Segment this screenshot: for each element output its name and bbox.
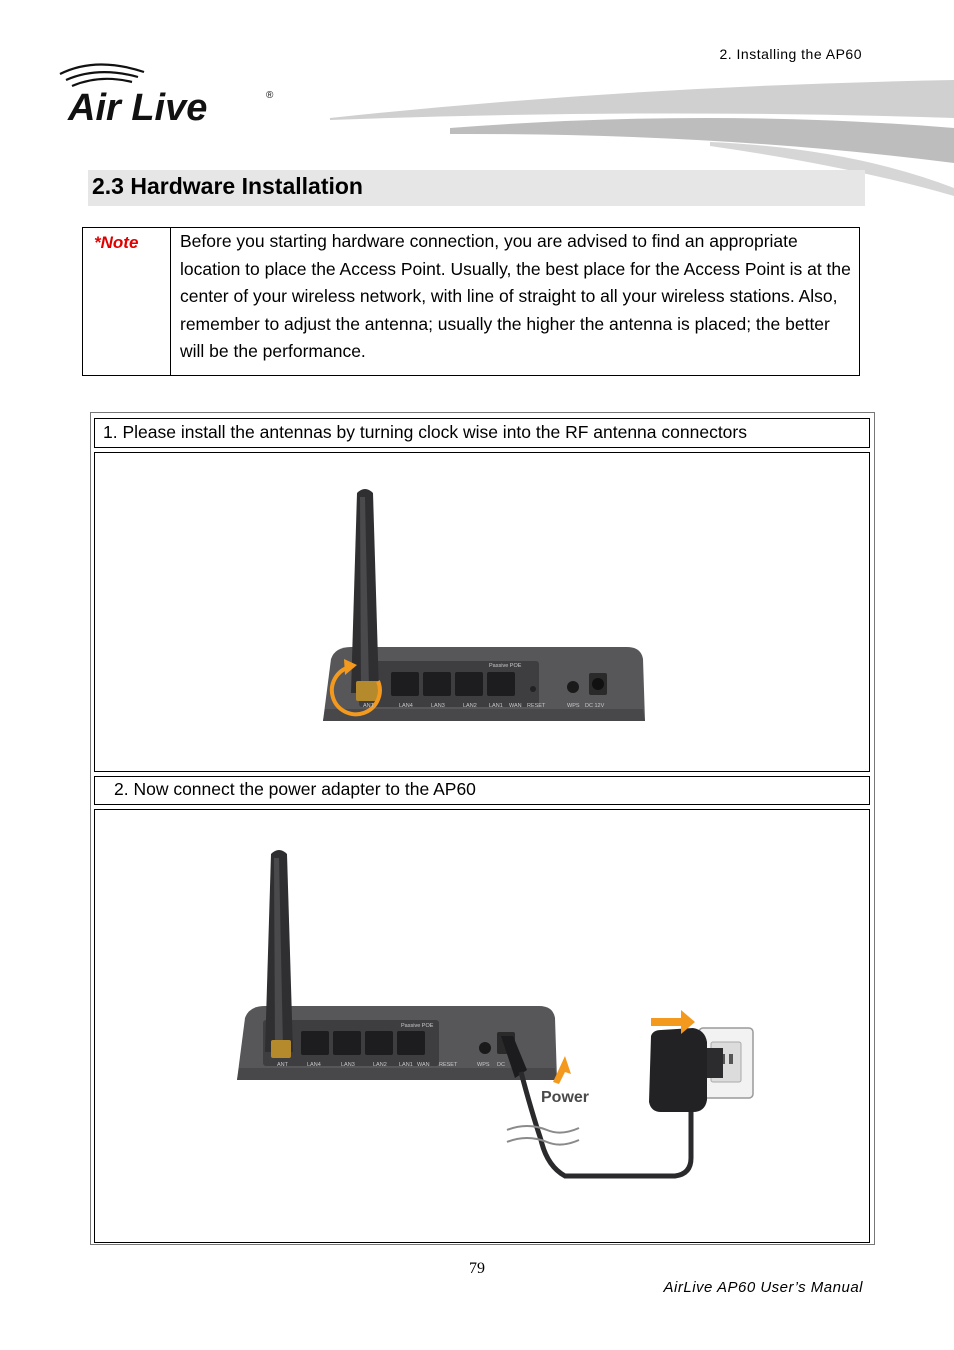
label-ant-2: ANT	[277, 1062, 288, 1068]
manual-title-footer: AirLive AP60 User’s Manual	[663, 1279, 863, 1296]
label-dc: DC 12V	[585, 703, 605, 709]
label-lan3: LAN3	[431, 703, 445, 709]
section-heading: 2.3 Hardware Installation	[88, 170, 865, 206]
step-1-title: 1. Please install the antennas by turning clock wise into the RF antenna connectors	[94, 418, 870, 448]
label-wan: WAN	[509, 703, 522, 709]
label-lan1: LAN1	[489, 703, 503, 709]
label-passive-poe-2: Passive POE	[401, 1023, 434, 1029]
label-passive-poe: Passive POE	[489, 663, 522, 669]
label-lan1-2: LAN1	[399, 1062, 413, 1068]
note-box	[82, 227, 860, 376]
label-lan2-2: LAN2	[373, 1062, 387, 1068]
label-lan4: LAN4	[399, 703, 413, 709]
airlive-logo	[56, 58, 286, 128]
svg-text:®: ®	[266, 90, 274, 101]
step-2-illustration	[94, 809, 870, 1243]
power-adapter-diagram	[95, 810, 869, 1242]
label-lan3-2: LAN3	[341, 1062, 355, 1068]
label-dc-2: DC	[497, 1062, 505, 1068]
note-label: *Note	[83, 228, 171, 375]
label-ant: ANT	[363, 703, 374, 709]
label-wps: WPS	[567, 703, 580, 709]
label-reset: RESET	[527, 703, 546, 709]
chapter-reference: 2. Installing the AP60	[719, 46, 862, 62]
power-label: Power	[541, 1089, 590, 1106]
page-number: 79	[469, 1260, 485, 1277]
step-1-illustration	[94, 452, 870, 772]
label-lan4-2: LAN4	[307, 1062, 321, 1068]
step-2-title: 2. Now connect the power adapter to the AP60	[94, 776, 870, 805]
router-antenna-diagram	[95, 453, 869, 771]
label-lan2: LAN2	[463, 703, 477, 709]
label-wan-2: WAN	[417, 1062, 430, 1068]
brand-wordmark: Air Live	[68, 87, 208, 128]
label-reset-2: RESET	[439, 1062, 458, 1068]
label-wps-2: WPS	[477, 1062, 490, 1068]
note-text: Before you starting hardware connection, you are advised to find an appropriate location to place the Access Point. Usually, the best place for the Access Point is at the center of your wireless network, with line of straight to all your wireless stations. Also, remember to adjust the antenna; usually the higher the antenna is placed; the better will be the performance.	[180, 231, 851, 361]
